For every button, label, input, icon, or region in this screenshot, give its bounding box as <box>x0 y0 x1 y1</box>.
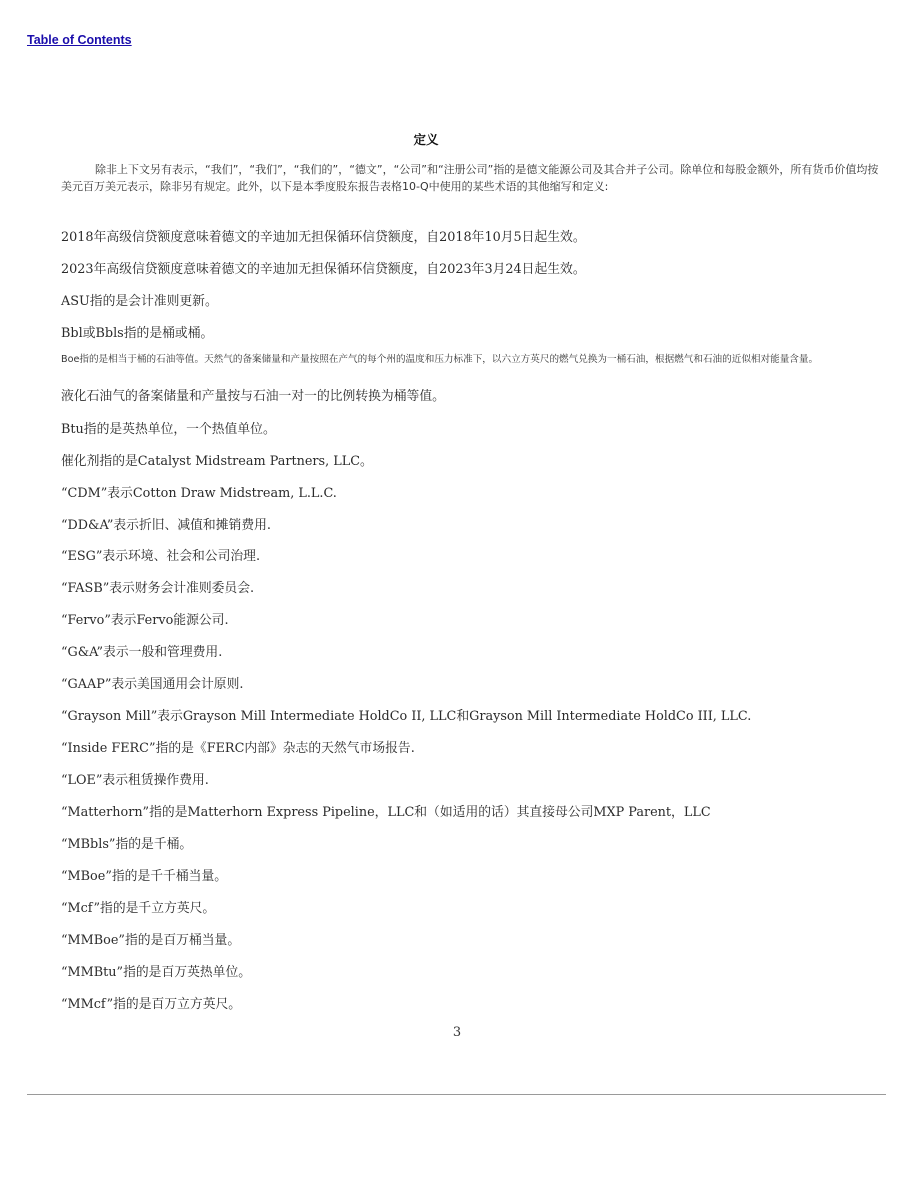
definition-2018-credit-facility: 2018年高级信贷额度意味着德文的辛迪加无担保循环信贷额度，自2018年10月5日起生效。 <box>61 230 586 245</box>
page-number: 3 <box>452 1025 462 1040</box>
definition-grayson-mill: “Grayson Mill”表示Grayson Mill Intermediate HoldCo II, LLC和Grayson Mill Intermediate HoldCo III, LLC. <box>61 709 752 724</box>
definition-2023-credit-facility: 2023年高级信贷额度意味着德文的辛迪加无担保循环信贷额度，自2023年3月24日起生效。 <box>61 262 586 277</box>
definition-cdm: “CDM”表示Cotton Draw Midstream, L.L.C. <box>61 486 337 501</box>
definition-mmboe: “MMBoe”指的是百万桶当量。 <box>61 933 241 948</box>
definition-esg: “ESG”表示环境、社会和公司治理. <box>61 549 261 564</box>
definition-mboe: “MBoe”指的是千千桶当量。 <box>61 869 228 884</box>
intro-paragraph: 除非上下文另有表示，“我们”，“我们”，“我们的”，“德文”，“公司”和“注册公司”指的是德文能源公司及其合并子公司。除单位和每股金额外，所有货币价值均按美元百万美元表示，除非另有规定。此外，以下是本季度股东报告表格10-Q中使用的某些术语的其他缩写和定义: <box>61 163 879 193</box>
definition-fasb: “FASB”表示财务会计准则委员会. <box>61 581 255 596</box>
definition-catalyst: 催化剂指的是Catalyst Midstream Partners, LLC。 <box>61 454 373 469</box>
definition-matterhorn: “Matterhorn”指的是Matterhorn Express Pipeline，LLC和（如适用的话）其直接母公司MXP Parent，LLC <box>61 805 711 820</box>
definition-asu: ASU指的是会计准则更新。 <box>61 294 218 309</box>
definition-ga: “G&A”表示一般和管理费用. <box>61 645 223 660</box>
definition-gaap: “GAAP”表示美国通用会计原则. <box>61 677 244 692</box>
definition-mmcf: “MMcf”指的是百万立方英尺。 <box>61 997 242 1012</box>
definition-dda: “DD&A”表示折旧、减值和摊销费用. <box>61 518 271 533</box>
definition-ngl-conversion: 液化石油气的备案储量和产量按与石油一对一的比例转换为桶等值。 <box>61 389 445 404</box>
definition-loe: “LOE”表示租赁操作费用. <box>61 773 209 788</box>
section-title: 定义 <box>413 132 439 147</box>
definition-mcf: “Mcf”指的是千立方英尺。 <box>61 901 216 916</box>
definition-btu: Btu指的是英热单位，一个热值单位。 <box>61 422 276 437</box>
definition-boe: Boe指的是相当于桶的石油等值。天然气的备案储量和产量按照在产气的每个州的温度和压力标准下，以六立方英尺的燃气兑换为一桶石油，根据燃气和石油的近似相对能量含量。 <box>61 354 819 365</box>
page-divider <box>27 1094 886 1095</box>
definition-inside-ferc: “Inside FERC”指的是《FERC内部》杂志的天然气市场报告. <box>61 741 415 756</box>
definition-mbbls: “MBbls”指的是千桶。 <box>61 837 193 852</box>
table-of-contents-link[interactable]: Table of Contents <box>27 33 132 47</box>
definition-bbl: Bbl或Bbls指的是桶或桶。 <box>61 326 214 341</box>
definition-fervo: “Fervo”表示Fervo能源公司. <box>61 613 229 628</box>
definition-mmbtu: “MMBtu”指的是百万英热单位。 <box>61 965 252 980</box>
